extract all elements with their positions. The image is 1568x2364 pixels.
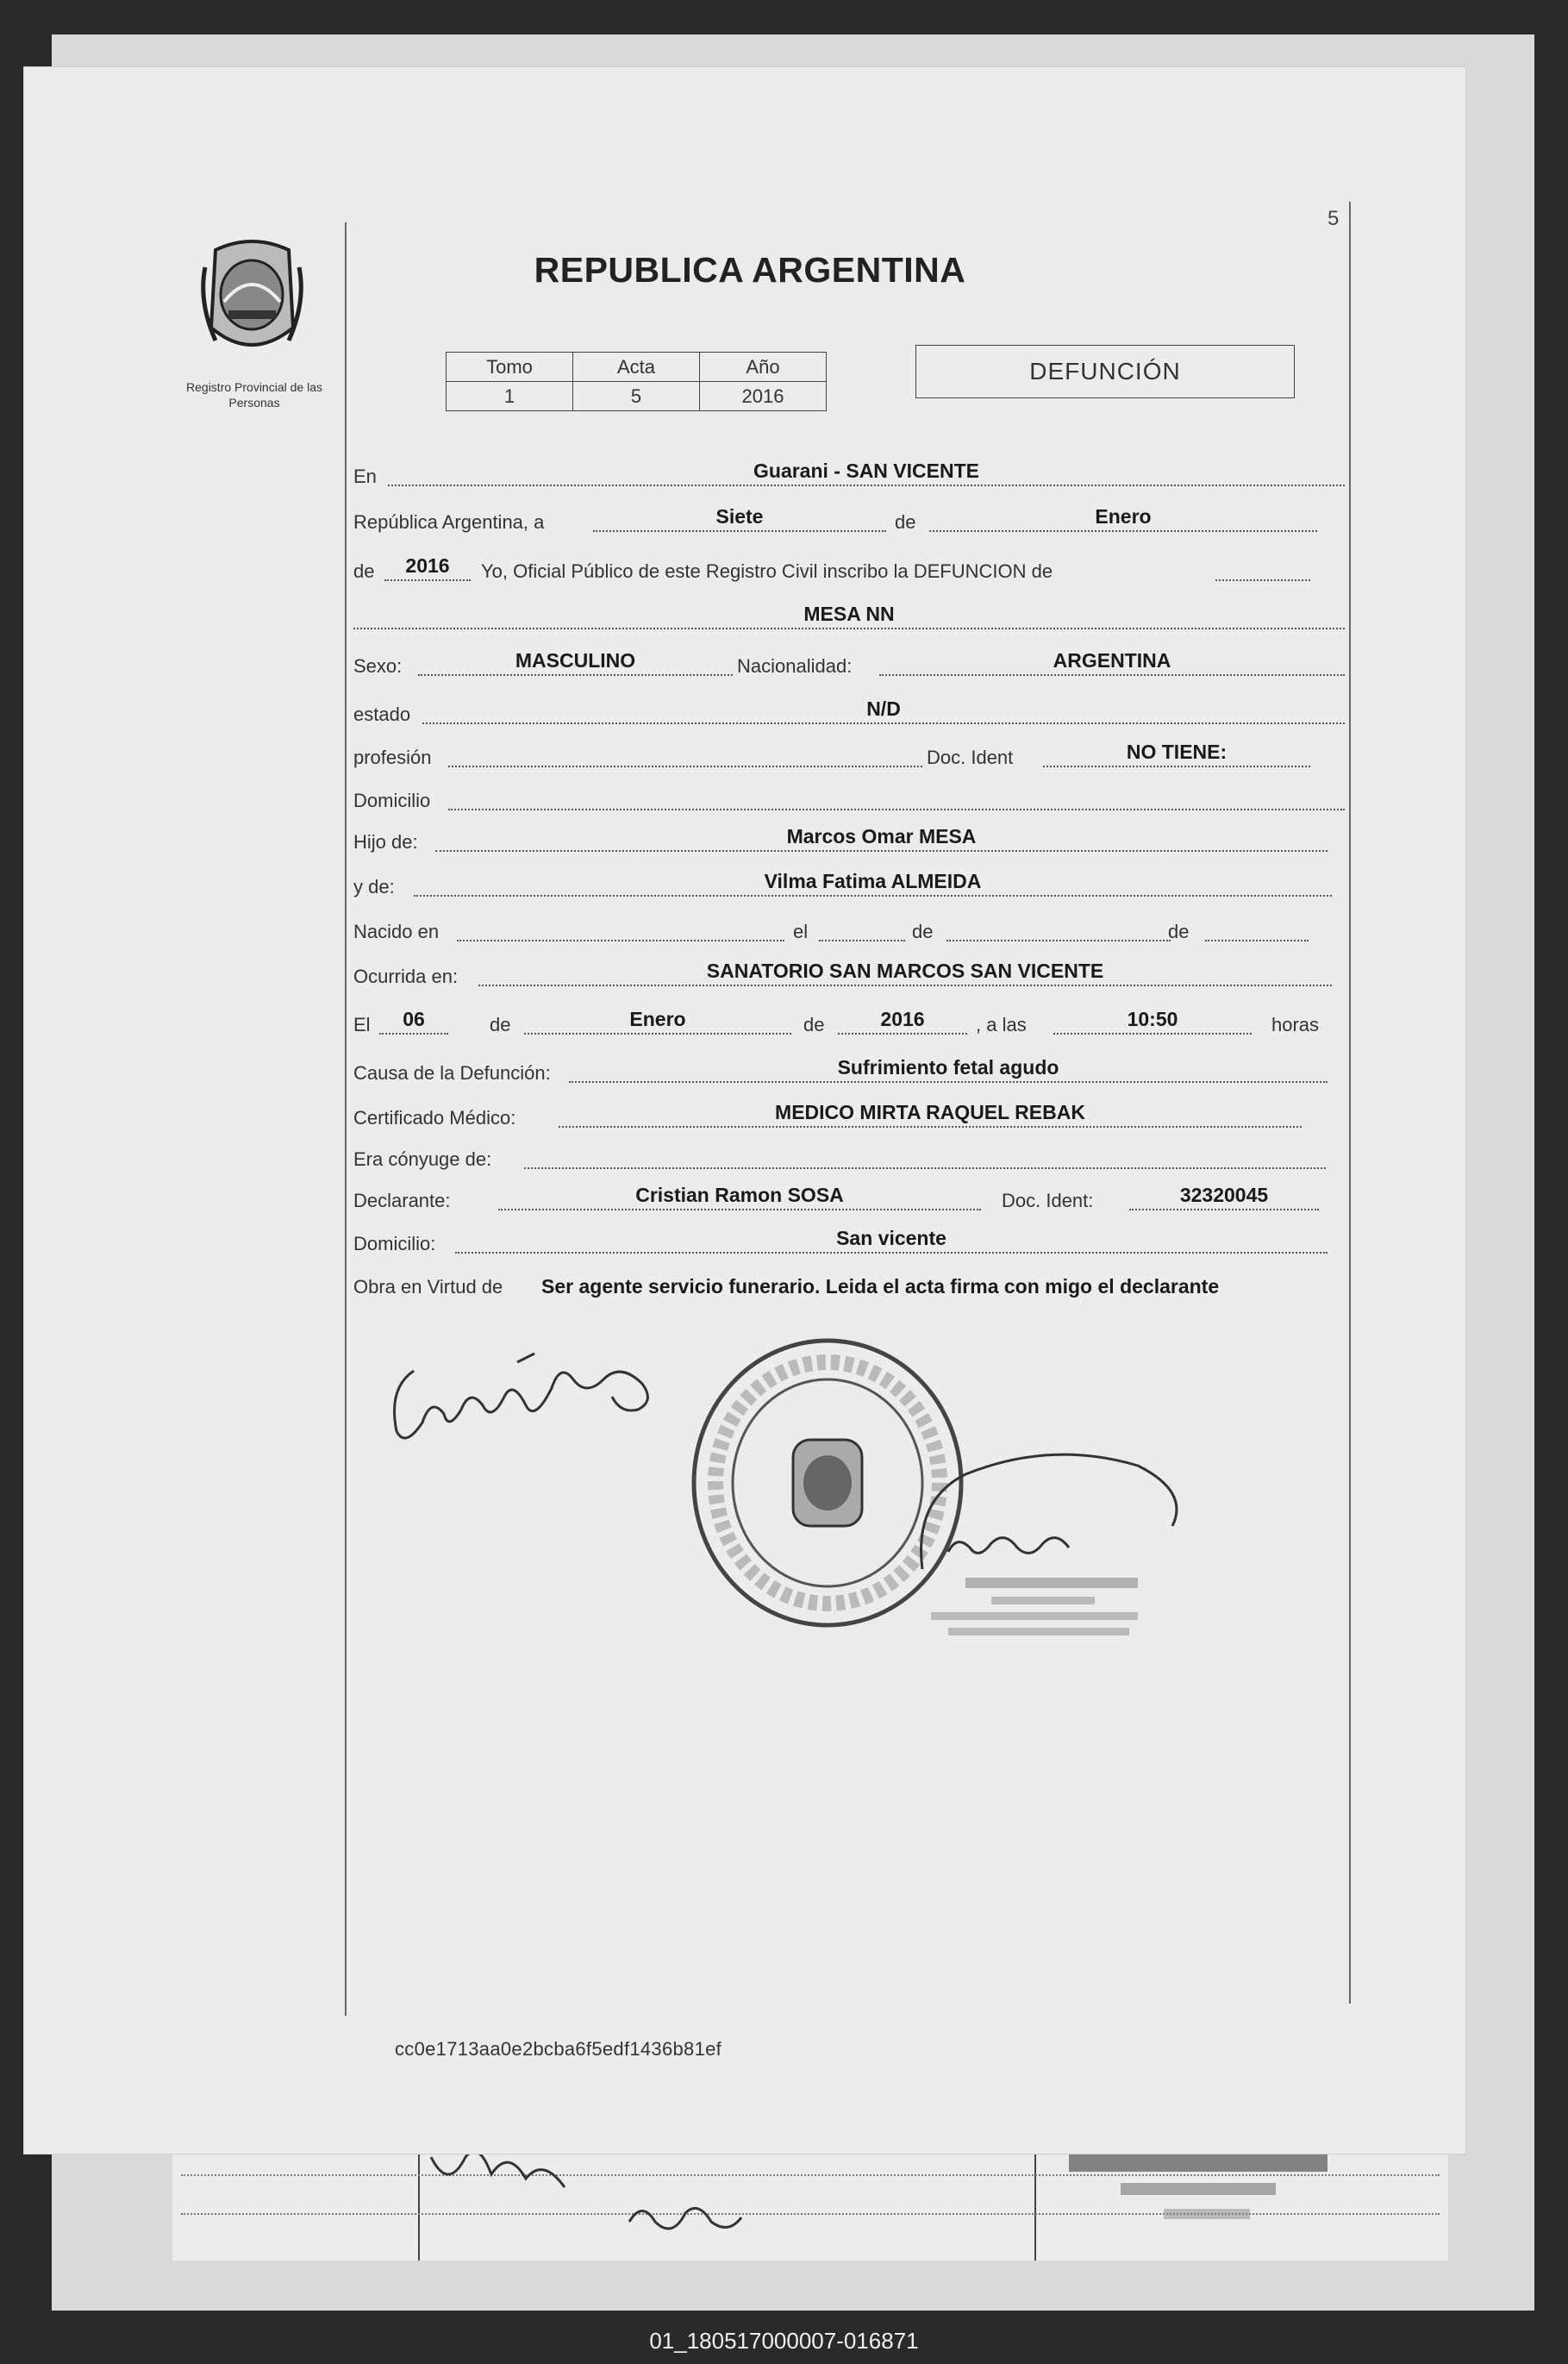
value-day-word: Siete: [715, 505, 764, 528]
label-obra: Obra en Virtud de: [353, 1276, 503, 1298]
row-causa: [353, 1054, 1345, 1088]
row-estado: [353, 695, 1345, 729]
document-hash: cc0e1713aa0e2bcba6f5edf1436b81ef: [395, 2038, 722, 2060]
label-sexo: Sexo:: [353, 655, 403, 677]
dotted-line: [879, 674, 1345, 676]
value-place: Guarani - SAN VICENTE: [753, 460, 979, 482]
label-profesion: profesión: [353, 747, 432, 768]
value-sexo: MASCULINO: [515, 649, 636, 672]
dotted-line: [422, 722, 1345, 724]
dotted-line: [819, 940, 905, 941]
dotted-line: [1043, 766, 1310, 767]
row-declarante: [353, 1181, 1345, 1216]
row-ocurrida: [353, 957, 1345, 991]
row-profesion: [353, 738, 1345, 772]
row-madre: [353, 867, 1345, 902]
label-nacido: Nacido en: [353, 921, 440, 942]
dotted-line: [414, 895, 1332, 897]
form-right-border: [1349, 202, 1351, 2004]
value-padre: Marcos Omar MESA: [786, 825, 977, 847]
dotted-line: [448, 766, 922, 767]
document-title: REPUBLICA ARGENTINA: [534, 250, 966, 290]
official-seal-icon: [694, 1341, 961, 1625]
dotted-line: [1129, 1209, 1319, 1210]
value-domicilio-2: San vicente: [836, 1227, 946, 1249]
label-conyuge: Era cónyuge de:: [353, 1148, 492, 1170]
row-deceased-name: [353, 600, 1345, 635]
provincial-emblem-icon: [198, 233, 306, 362]
dotted-line: [524, 1033, 791, 1035]
dotted-line: [559, 1126, 1302, 1128]
table-header-acta: Acta: [573, 353, 700, 382]
declarant-signature: [395, 1354, 648, 1438]
label-domicilio-2: Domicilio:: [353, 1233, 436, 1254]
underlying-page-strip: [172, 2138, 1448, 2261]
value-nacionalidad: ARGENTINA: [1053, 649, 1171, 672]
form-left-border: [345, 222, 347, 2016]
value-month: Enero: [1095, 505, 1152, 528]
label-y-de: y de:: [353, 876, 395, 897]
dotted-line: [455, 1252, 1327, 1254]
dotted-line: [524, 1167, 1326, 1169]
record-table: [446, 352, 827, 411]
dotted-line: [838, 1033, 967, 1035]
value-doc-ident: NO TIENE:: [1126, 741, 1228, 763]
label-de-year: de: [353, 560, 375, 582]
dotted-line: [478, 985, 1332, 986]
row-en: [353, 457, 1345, 491]
label-nacionalidad: Nacionalidad:: [737, 655, 853, 677]
row-fecha-inscripcion: [353, 503, 1345, 537]
value-declarante: Cristian Ramon SOSA: [635, 1184, 844, 1206]
label-en: En: [353, 466, 377, 487]
label-de-b: de: [1168, 921, 1190, 942]
table-value-tomo: 1: [447, 382, 573, 411]
value-year: 2016: [405, 554, 450, 577]
dotted-line: [353, 628, 1345, 629]
label-republica: República Argentina, a: [353, 511, 545, 533]
label-el: el: [793, 921, 809, 942]
value-death-time: 10:50: [1127, 1008, 1178, 1030]
label-de-4: de: [803, 1014, 825, 1035]
value-doc-ident-2: 32320045: [1179, 1184, 1269, 1206]
value-obra: Ser agente servicio funerario. Leida el acta firma con migo el declarante: [541, 1275, 1220, 1298]
dotted-line: [946, 940, 1171, 941]
registry-label: Registro Provincial de las Personas: [186, 380, 322, 410]
dotted-line: [593, 530, 886, 532]
row-certificado: [353, 1098, 1345, 1133]
dotted-line: [435, 850, 1327, 852]
dotted-line: [1205, 940, 1309, 941]
dotted-line: [457, 940, 784, 941]
value-certificado: MEDICO MIRTA RAQUEL REBAK: [775, 1101, 1085, 1123]
label-el-2: El: [353, 1014, 371, 1035]
label-a-las: , a las: [976, 1014, 1027, 1035]
dotted-line: [498, 1209, 981, 1210]
row-domicilio: [353, 781, 1345, 816]
dotted-line: [388, 485, 1345, 486]
label-domicilio: Domicilio: [353, 790, 431, 811]
dotted-line: [569, 1081, 1327, 1083]
table-value-ano: 2016: [700, 382, 827, 411]
row-conyuge: [353, 1140, 1345, 1174]
file-caption: 01_180517000007-016871: [649, 2328, 919, 2354]
underlying-signatures: [172, 2140, 1448, 2261]
row-domicilio-declarante: [353, 1224, 1345, 1259]
dotted-line: [384, 579, 471, 581]
label-horas: horas: [1271, 1014, 1320, 1035]
row-obra: [353, 1267, 1345, 1302]
value-estado: N/D: [866, 697, 901, 720]
dotted-line: [929, 530, 1317, 532]
label-de-a: de: [912, 921, 934, 942]
label-de-3: de: [490, 1014, 511, 1035]
row-inscribo: [353, 552, 1345, 586]
value-death-day: 06: [403, 1008, 425, 1030]
value-death-month: Enero: [629, 1008, 686, 1030]
dotted-line: [448, 809, 1345, 810]
label-de: de: [895, 511, 916, 533]
label-causa: Causa de la Defunción:: [353, 1062, 551, 1084]
label-certificado: Certificado Médico:: [353, 1107, 516, 1129]
value-madre: Vilma Fatima ALMEIDA: [764, 870, 982, 892]
document-type-box: DEFUNCIÓN: [915, 345, 1295, 398]
label-inscribo: Yo, Oficial Público de este Registro Civil inscribo la DEFUNCION de: [481, 560, 1053, 582]
label-doc-ident-2: Doc. Ident:: [1002, 1190, 1094, 1211]
value-causa: Sufrimiento fetal agudo: [837, 1056, 1059, 1079]
table-value-acta: 5: [573, 382, 700, 411]
value-deceased-name: MESA NN: [803, 603, 895, 625]
table-header-tomo: Tomo: [447, 353, 573, 382]
row-fecha-defuncion: [353, 1005, 1345, 1040]
row-nacido: [353, 912, 1345, 947]
label-hijo: Hijo de:: [353, 831, 418, 853]
label-ocurrida: Ocurrida en:: [353, 966, 459, 987]
value-ocurrida: SANATORIO SAN MARCOS SAN VICENTE: [706, 960, 1104, 982]
row-hijo: [353, 822, 1345, 857]
dotted-line: [1215, 579, 1310, 581]
value-death-year: 2016: [880, 1008, 925, 1030]
dotted-line: [1053, 1033, 1252, 1035]
dotted-line: [418, 674, 733, 676]
label-declarante: Declarante:: [353, 1190, 451, 1211]
label-doc-ident: Doc. Ident: [927, 747, 1014, 768]
table-header-ano: Año: [700, 353, 827, 382]
row-sexo: [353, 647, 1345, 681]
page-number: 5: [1327, 207, 1340, 230]
label-estado: estado: [353, 704, 411, 725]
signatures-and-stamps: [362, 1302, 1353, 1664]
dotted-line: [379, 1033, 448, 1035]
